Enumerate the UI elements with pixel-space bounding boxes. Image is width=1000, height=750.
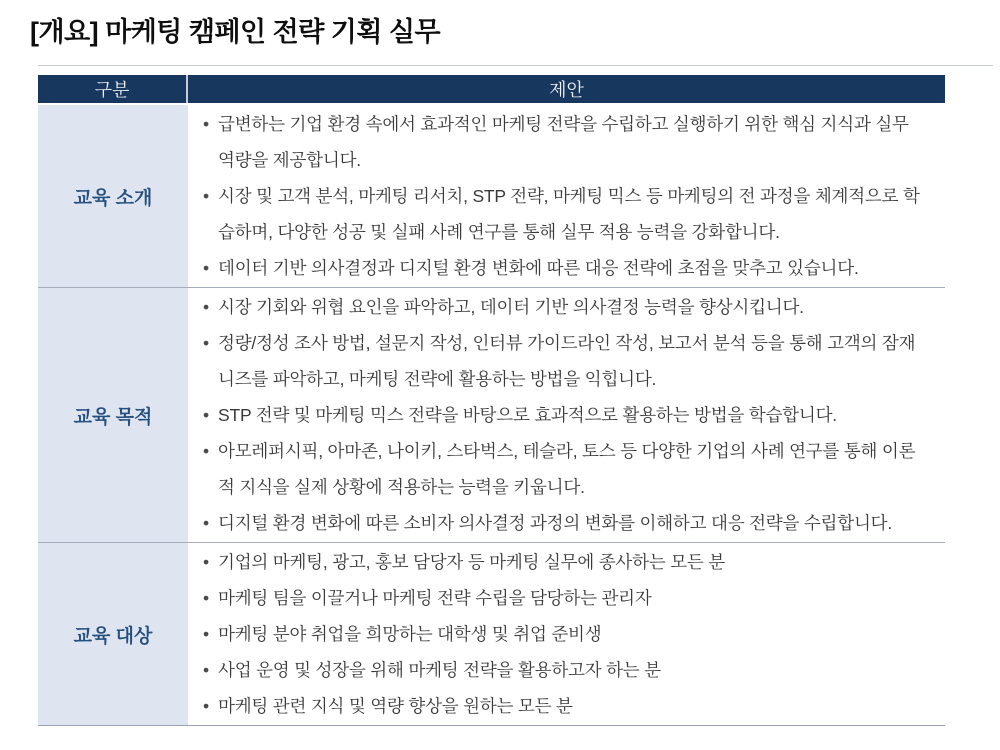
bullet-item: • 데이터 기반 의사결정과 디지털 환경 변화에 따른 대응 전략에 초점을 맞추고 있습니다.	[198, 250, 927, 286]
bullet-item: • 마케팅 팀을 이끌거나 마케팅 전략 수립을 담당하는 관리자	[198, 580, 927, 616]
bullet-item: • 아모레퍼시픽, 아마존, 나이키, 스타벅스, 테슬라, 토스 등 다양한 기업의 사례 연구를 통해 이론적 지식을 실제 상황에 적용하는 능력을 키웁니다.	[198, 433, 927, 505]
bullet-item: • 사업 운영 및 성장을 위해 마케팅 전략을 활용하고자 하는 분	[198, 652, 927, 688]
bullet-item: • 디지털 환경 변화에 따른 소비자 의사결정 과정의 변화를 이해하고 대응 전략을 수립합니다.	[198, 505, 927, 541]
table-row-course-intro	[38, 105, 945, 287]
bullet-item: • 급변하는 기업 환경 속에서 효과적인 마케팅 전략을 수립하고 실행하기 위한 핵심 지식과 실무 역량을 제공합니다.	[198, 106, 927, 178]
page-title: [개요] 마케팅 캠페인 전략 기획 실무	[30, 17, 441, 47]
bullet-item: • 기업의 마케팅, 광고, 홍보 담당자 등 마케팅 실무에 종사하는 모든 분	[198, 544, 927, 580]
row-content-course-objective	[188, 288, 945, 542]
bullet-item: • 마케팅 분야 취업을 희망하는 대학생 및 취업 준비생	[198, 616, 927, 652]
bullet-item: • 시장 기회와 위협 요인을 파악하고, 데이터 기반 의사결정 능력을 향상시킵니다.	[198, 289, 927, 325]
table-row-course-audience	[38, 542, 945, 725]
header-cell-category: 구분	[38, 75, 188, 103]
bullet-item: • 정량/정성 조사 방법, 설문지 작성, 인터뷰 가이드라인 작성, 보고서 분석 등을 통해 고객의 잠재 니즈를 파악하고, 마케팅 전략에 활용하는 방법을 익힙니다.	[198, 325, 927, 397]
row-label-course-intro: 교육 소개	[38, 105, 188, 287]
header-cell-proposal: 제안	[549, 80, 584, 101]
bullet-list-course-intro	[198, 106, 927, 286]
row-content-course-audience	[188, 543, 945, 725]
bullet-item: • 시장 및 고객 분석, 마케팅 리서치, STP 전략, 마케팅 믹스 등 마케팅의 전 과정을 체계적으로 학습하며, 다양한 성공 및 실패 사례 연구를 통해 실무 적용 능력을 강화합니다.	[198, 178, 927, 250]
table-row-course-objective	[38, 287, 945, 542]
row-label-course-objective: 교육 목적	[38, 288, 188, 542]
bullet-list-course-audience	[198, 544, 927, 724]
row-label-course-audience: 교육 대상	[38, 543, 188, 725]
table-header-row	[38, 75, 945, 105]
row-content-course-intro	[188, 105, 945, 287]
course-overview-table	[38, 75, 945, 726]
bullet-item: • STP 전략 및 마케팅 믹스 전략을 바탕으로 효과적으로 활용하는 방법을 학습합니다.	[198, 397, 927, 433]
title-separator	[38, 65, 993, 66]
bullet-item: • 마케팅 관련 지식 및 역량 향상을 원하는 모든 분	[198, 688, 927, 724]
bullet-list-course-objective	[198, 289, 927, 541]
